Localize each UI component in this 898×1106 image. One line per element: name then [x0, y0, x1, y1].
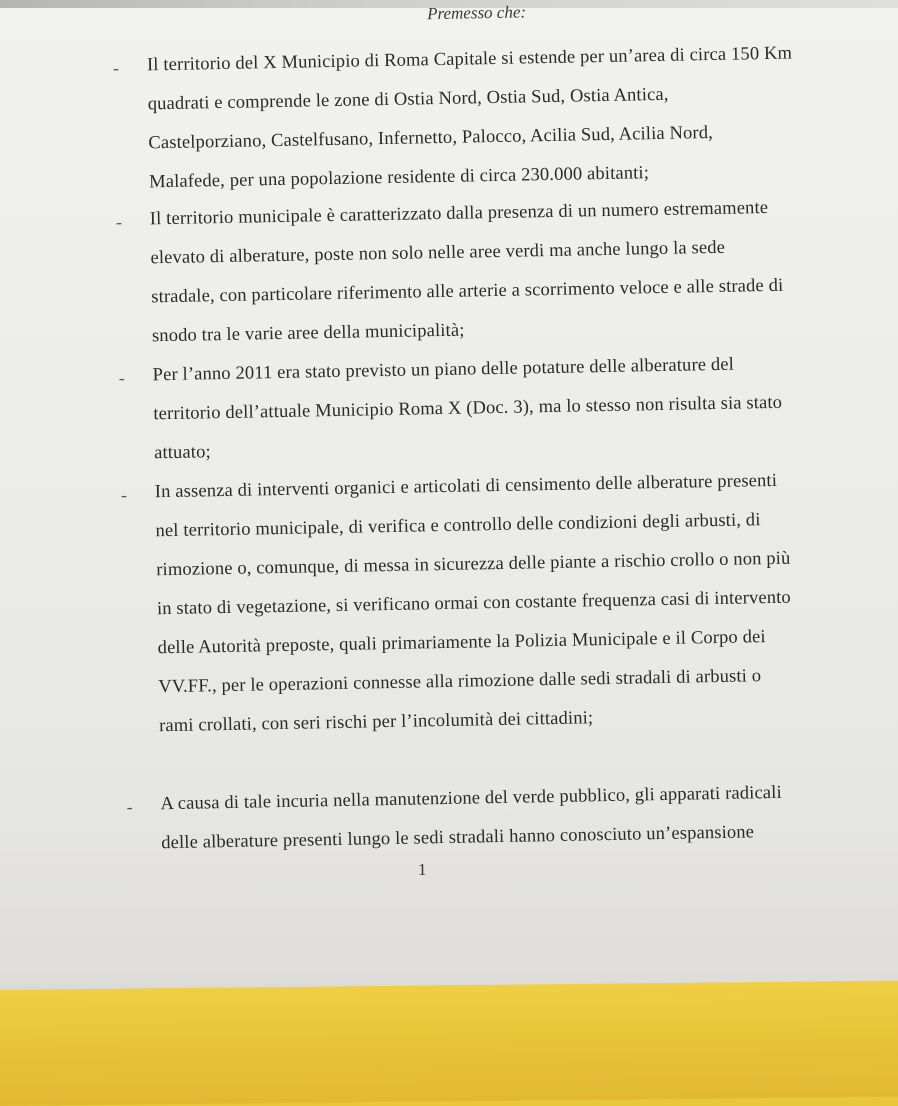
text-line: Per l’anno 2011 era stato previsto un piano delle potature delle alberature del — [152, 354, 735, 386]
text-line: nel territorio municipale, di verifica e controllo delle condizioni degli arbusti, di — [155, 510, 761, 542]
bullet-marker: - — [112, 57, 120, 78]
paragraph-1 — [112, 40, 898, 193]
text-line: A causa di tale incuria nella manutenzione del verde pubblico, gli apparati radicali — [160, 782, 782, 815]
text-line: elevato di alberature, poste non solo nelle aree verdi ma anche lungo la sede — [150, 237, 726, 269]
bullet-marker: - — [126, 796, 133, 817]
text-line: snodo tra le varie aree della municipalità; — [151, 320, 465, 347]
text-line: Il territorio municipale è caratterizzato dalla presenza di un numero estremamente — [149, 198, 769, 230]
text-line: rimozione o, comunque, di messa in sicurezza delle piante a rischio crollo o non più — [156, 548, 791, 581]
text-line: quadrati e comprende le zone di Ostia Nord, Ostia Sud, Ostia Antica, — [147, 84, 669, 115]
paragraph-4 — [120, 467, 898, 737]
yellow-surface — [0, 981, 898, 1106]
text-line: stradale, con particolare riferimento alle arterie a scorrimento veloce e alle strade di — [151, 275, 784, 308]
text-line: delle alberature presenti lungo le sedi stradali hanno conosciuto un’espansione — [161, 822, 755, 854]
text-line: Castelporziano, Castelfusano, Infernetto, Palocco, Acilia Sud, Acilia Nord, — [148, 123, 714, 154]
bullet-marker: - — [118, 367, 125, 388]
text-line: In assenza di interventi organici e articolati di censimento delle alberature presenti — [154, 470, 778, 503]
paragraph-3 — [118, 350, 898, 464]
paragraph-2 — [115, 194, 898, 347]
bullet-marker: - — [120, 484, 128, 505]
text-line: VV.FF., per le operazioni connesse alla rimozione dalle sedi stradali di arbusti o — [158, 666, 762, 698]
text-line: Malafede, per una popolazione residente di circa 230.000 abitanti; — [148, 163, 650, 193]
bullet-marker: - — [115, 211, 123, 232]
page-number: 1 — [418, 860, 427, 879]
text-line: attuato; — [153, 442, 211, 464]
paragraph-5 — [126, 779, 898, 854]
text-line: rami crollati, con seri rischi per l’incolumità dei cittadini; — [158, 708, 594, 737]
text-line: territorio dell’attuale Municipio Roma X (Doc. 3), ma lo stesso non risulta sia stato — [153, 392, 783, 425]
section-heading: Premesso che: — [426, 2, 527, 24]
text-line: in stato di vegetazione, si verificano ormai con costante frequenza casi di intervento — [156, 587, 792, 620]
text-line: delle Autorità preposte, quali primariamente la Polizia Municipale e il Corpo dei — [157, 627, 766, 659]
text-line: Il territorio del X Municipio di Roma Capitale si estende per un’area di circa 150 Km — [146, 43, 793, 76]
